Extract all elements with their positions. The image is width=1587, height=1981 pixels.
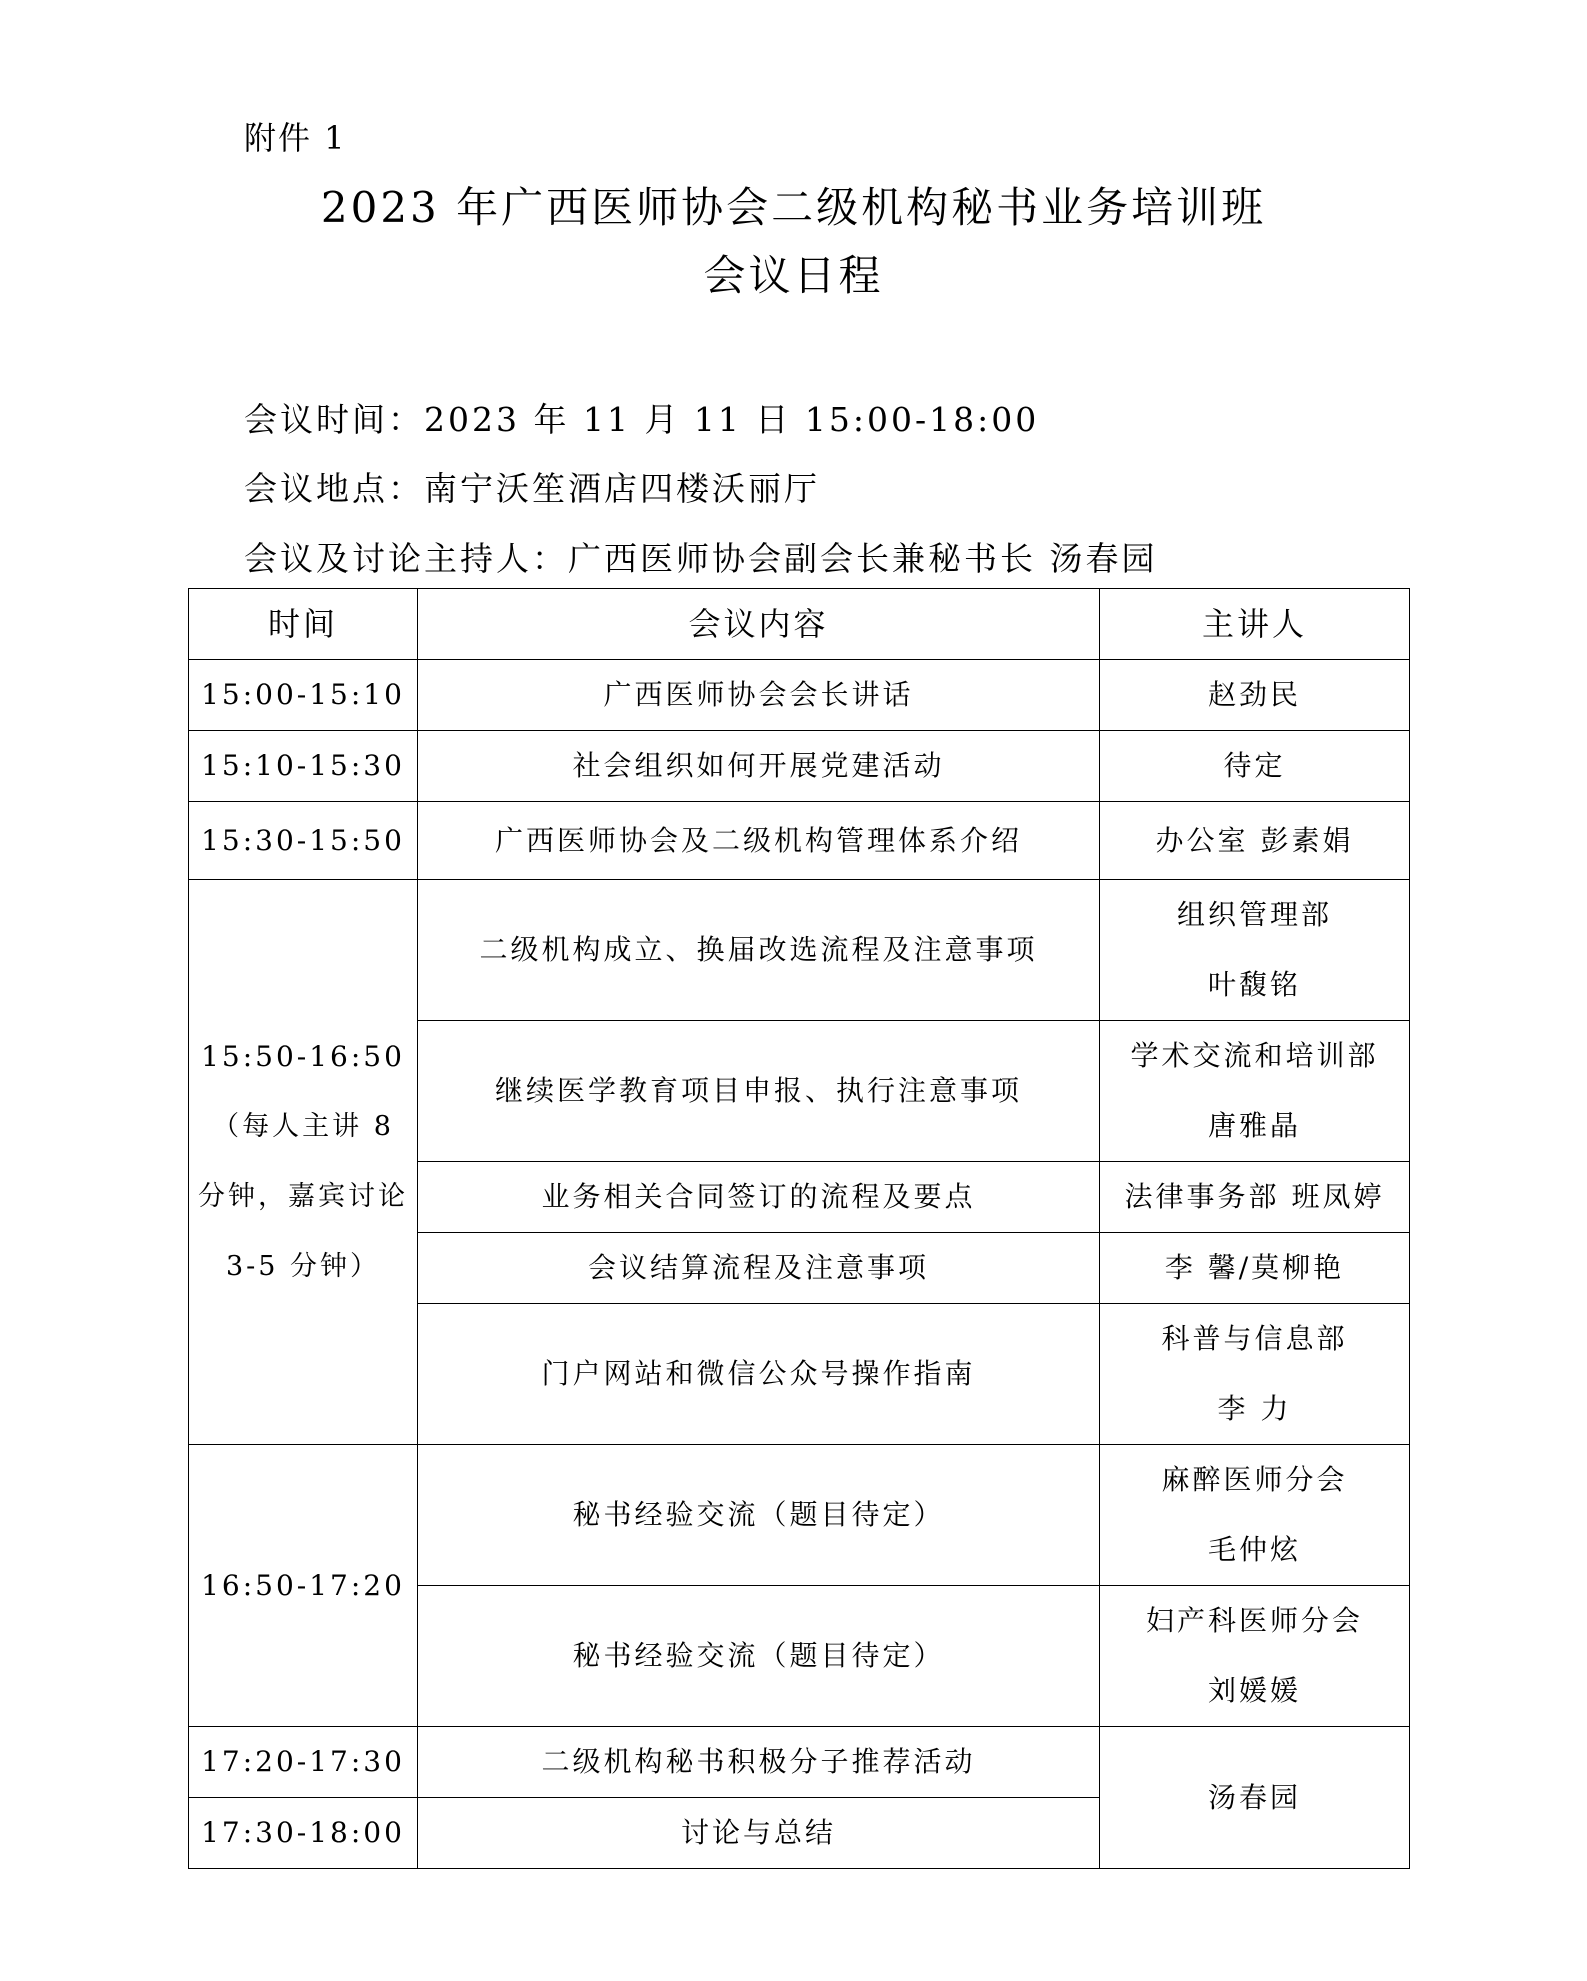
speaker-name: 毛仲炫 [1207,1533,1301,1566]
document-title: 2023 年广西医师协会二级机构秘书业务培训班 [320,183,1267,232]
document-subtitle: 会议日程 [703,251,884,300]
row-content: 业务相关合同签订的流程及要点 [418,1162,1100,1233]
speaker-name: 唐雅晶 [1207,1109,1301,1142]
table-row [189,880,1410,1021]
row-speaker-cell [1100,1021,1410,1162]
row-time: 17:20-17:30 [189,1727,418,1798]
row-time: 15:30-15:50 [189,802,418,880]
row-content: 秘书经验交流（题目待定） [418,1445,1100,1586]
row-content: 二级机构成立、换届改选流程及注意事项 [418,880,1100,1021]
row-content: 会议结算流程及注意事项 [418,1233,1100,1304]
block-note-line: （每人主讲 8 [212,1111,394,1142]
row-speaker: 赵劲民 [1100,660,1410,731]
row-time: 15:10-15:30 [189,731,418,802]
speaker-dept: 学术交流和培训部 [1130,1039,1379,1072]
row-speaker: 李 馨/莫柳艳 [1100,1233,1410,1304]
header-time: 时间 [189,589,418,660]
row-time: 17:30-18:00 [189,1798,418,1869]
table-row [189,1445,1410,1586]
table-header-row [189,589,1410,660]
speaker-name: 刘媛媛 [1207,1674,1301,1707]
schedule-table [188,588,1410,1869]
block-note-line: 分钟，嘉宾讨论 [198,1181,408,1212]
meeting-host: 会议及讨论主持人：广西医师协会副会长兼秘书长 汤春园 [244,539,1158,578]
row-content: 秘书经验交流（题目待定） [418,1586,1100,1727]
meeting-time: 会议时间：2023 年 11 月 11 日 15:00-18:00 [244,400,1040,439]
speaker-dept: 组织管理部 [1176,898,1332,931]
table-row [189,802,1410,880]
speaker-dept: 麻醉医师分会 [1161,1463,1348,1496]
header-speaker: 主讲人 [1100,589,1410,660]
row-content: 二级机构秘书积极分子推荐活动 [418,1727,1100,1798]
row-speaker-cell [1100,1445,1410,1586]
speaker-dept: 妇产科医师分会 [1145,1604,1363,1637]
block-note-line: 3-5 分钟） [225,1251,381,1282]
row-content: 广西医师协会会长讲话 [418,660,1100,731]
row-speaker: 待定 [1100,731,1410,802]
table-row [189,1727,1410,1798]
header-content: 会议内容 [418,589,1100,660]
block-time-cell [189,880,418,1445]
row-content: 社会组织如何开展党建活动 [418,731,1100,802]
row-content: 广西医师协会及二级机构管理体系介绍 [418,802,1100,880]
speaker-name: 叶馥铭 [1207,968,1301,1001]
row-speaker: 汤春园 [1100,1727,1410,1869]
table-row [189,731,1410,802]
row-content: 门户网站和微信公众号操作指南 [418,1304,1100,1445]
row-speaker-cell [1100,880,1410,1021]
attachment-label: 附件 1 [244,119,347,157]
speaker-dept: 科普与信息部 [1161,1322,1348,1355]
row-content: 继续医学教育项目申报、执行注意事项 [418,1021,1100,1162]
table-row [189,660,1410,731]
row-speaker: 法律事务部 班凤婷 [1100,1162,1410,1233]
speaker-name: 李 力 [1217,1392,1292,1425]
row-content: 讨论与总结 [418,1798,1100,1869]
block-time: 16:50-17:20 [189,1445,418,1727]
row-speaker-cell [1100,1586,1410,1727]
row-speaker-cell [1100,1304,1410,1445]
row-time: 15:00-15:10 [189,660,418,731]
meeting-place: 会议地点：南宁沃笙酒店四楼沃丽厅 [244,469,820,508]
row-speaker: 办公室 彭素娟 [1100,802,1410,880]
block-time: 15:50-16:50 [201,1040,405,1073]
